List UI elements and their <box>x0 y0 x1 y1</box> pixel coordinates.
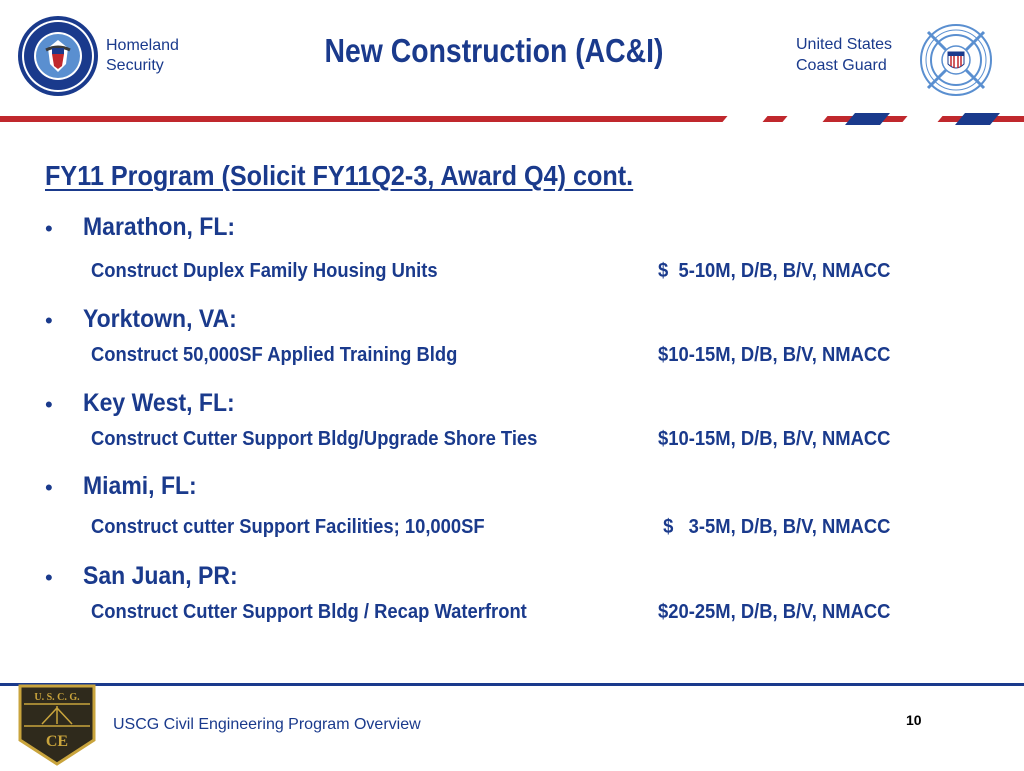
uscg-label <box>796 34 892 76</box>
project-description: Construct Cutter Support Bldg/Upgrade Shore Ties <box>91 428 538 450</box>
project-description: Construct Duplex Family Housing Units <box>91 260 438 282</box>
bullet-marker: • <box>45 308 53 333</box>
bullet-marker: • <box>45 392 53 417</box>
bullet-marker: • <box>45 216 53 241</box>
uscg-seal-logo <box>918 22 994 98</box>
uscg-label-line1: United States <box>796 36 893 53</box>
header-stripe <box>0 112 1024 124</box>
footer-divider <box>0 683 1024 686</box>
bullet-marker: • <box>45 565 53 590</box>
page-title: New Construction (AC&I) <box>324 32 664 69</box>
dhs-seal-logo <box>16 14 100 98</box>
footer-text: USCG Civil Engineering Program Overview <box>113 716 421 733</box>
dhs-label <box>106 36 179 76</box>
project-cost: $20-25M, D/B, B/V, NMACC <box>658 601 891 623</box>
location-yorktown: Yorktown, VA: <box>83 305 237 333</box>
location-marathon: Marathon, FL: <box>83 213 236 241</box>
project-cost: $ 3-5M, D/B, B/V, NMACC <box>658 516 891 538</box>
bullet-marker: • <box>45 475 53 500</box>
section-title: FY11 Program (Solicit FY11Q2-3, Award Q4) cont. <box>45 160 634 191</box>
project-description: Construct cutter Support Facilities; 10,000SF <box>91 516 485 538</box>
uscg-label-line2: Coast Guard <box>796 57 887 74</box>
project-description: Construct 50,000SF Applied Training Bldg <box>91 344 458 366</box>
project-cost: $10-15M, D/B, B/V, NMACC <box>658 344 891 366</box>
location-miami: Miami, FL: <box>83 472 197 500</box>
dhs-label-line1: Homeland <box>106 37 179 54</box>
ce-logo-top-text: U. S. C. G. <box>34 692 80 703</box>
dhs-label-line2: Security <box>106 57 164 74</box>
uscg-ce-logo <box>16 684 98 766</box>
ce-logo-bottom-text: CE <box>45 733 69 750</box>
page-number: 10 <box>906 712 922 728</box>
project-cost: $10-15M, D/B, B/V, NMACC <box>658 428 891 450</box>
project-description: Construct Cutter Support Bldg / Recap Waterfront <box>91 601 527 623</box>
location-key-west: Key West, FL: <box>83 389 235 417</box>
project-cost: $ 5-10M, D/B, B/V, NMACC <box>658 260 891 282</box>
location-san-juan: San Juan, PR: <box>83 562 238 590</box>
